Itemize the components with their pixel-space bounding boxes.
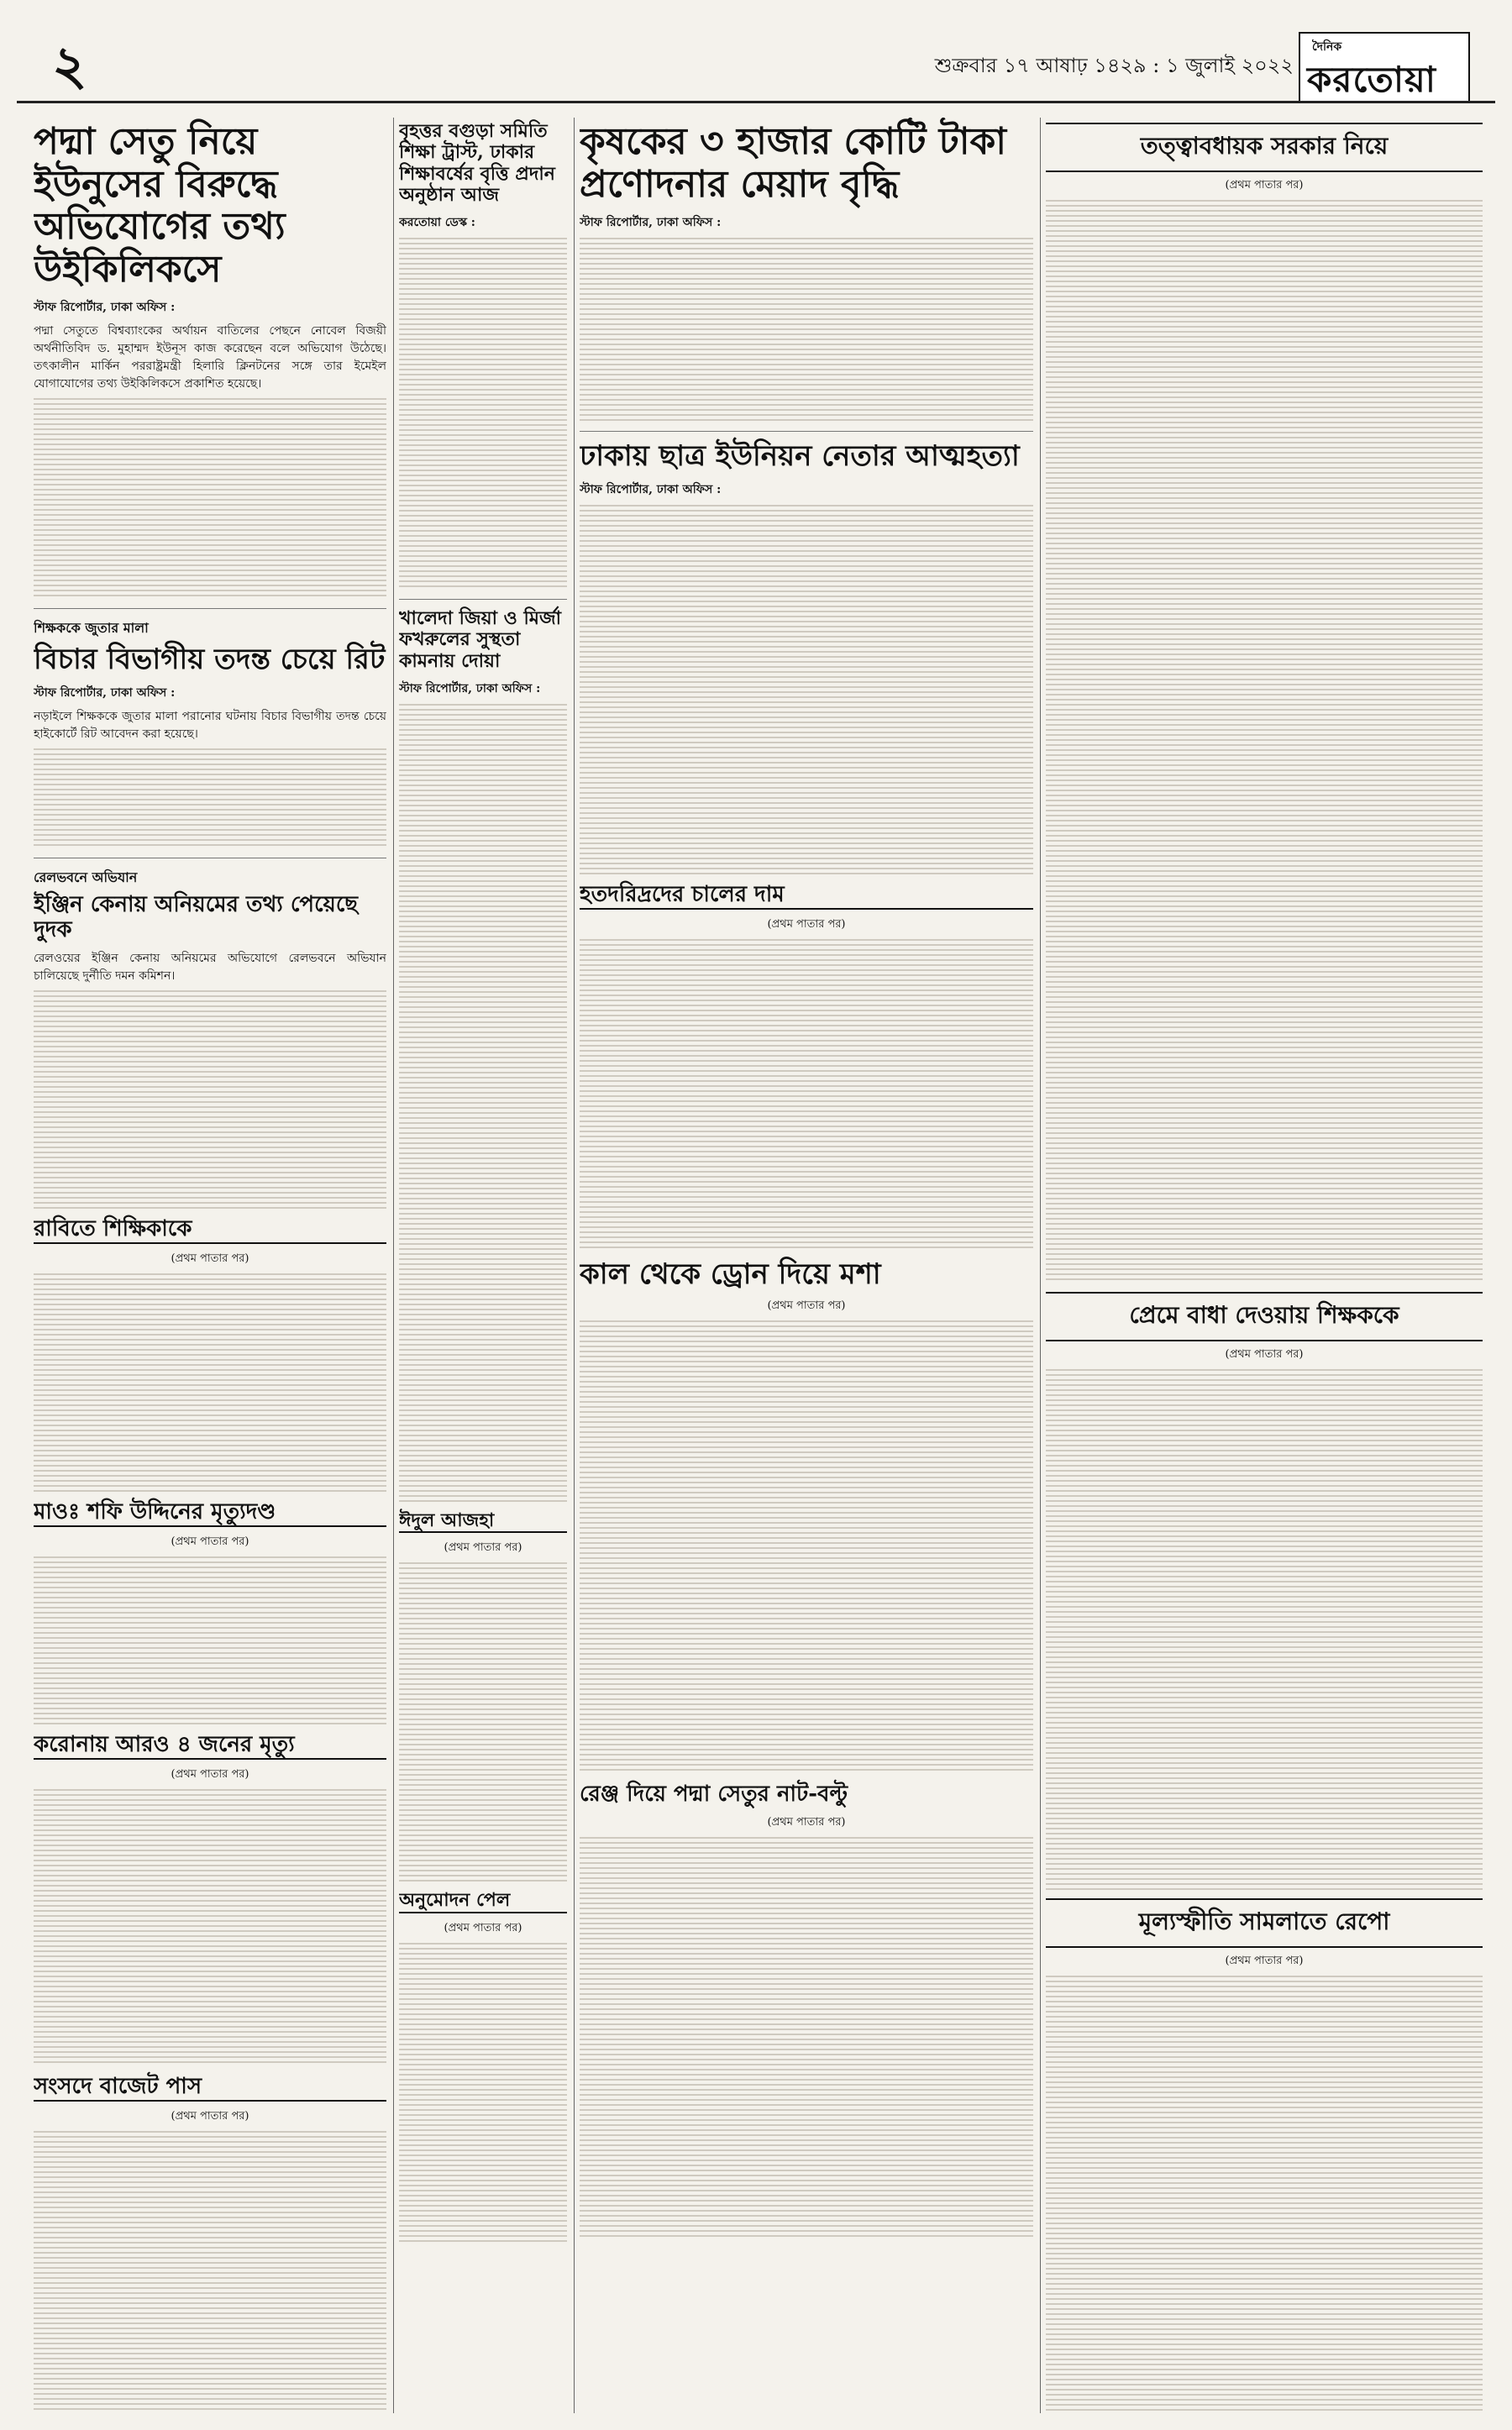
byline: করতোয়া ডেস্ক :	[399, 216, 475, 230]
column-4	[1046, 118, 1483, 2413]
continued-note: (প্রথম পাতার পর)	[767, 1299, 846, 1313]
column-divider	[393, 118, 394, 2413]
headline: প্রেমে বাধা দেওয়ায় শিক্ষককে	[1046, 1292, 1483, 1341]
page-header	[17, 8, 1495, 109]
kicker: রেলভবনে অভিযান	[34, 869, 138, 886]
headline: বিচার বিভাগীয় তদন্ত চেয়ে রিট	[34, 643, 386, 677]
byline: স্টাফ রিপোর্টার, ঢাকা অফিস :	[580, 216, 722, 230]
continued-note: (প্রথম পাতার পর)	[1225, 1955, 1304, 1967]
headline: রাবিতে শিক্ষিকাকে	[34, 1217, 386, 1244]
headline: সংসদে বাজেট পাস	[34, 2075, 386, 2102]
text-block	[1046, 200, 1483, 1283]
story-body: পদ্মা সেতুতে বিশ্বব্যাংকের অর্থায়ন বাতিলের পেছনে নোবেল বিজয়ী অর্থনীতিবিদ ড. মুহাম্মদ ইউনূস কাজ করেছেন বলে অভিযোগ উঠেছে। তৎকালীন মার্কিন পররাষ্ট্রমন্ত্রী হিলারি ক্লিনটনের সঙ্গে তার ইমেইল যোগাযোগের তথ্য উইকিলিকসে প্রকাশিত হয়েছে।	[34, 324, 386, 391]
column-divider	[1040, 118, 1041, 2413]
story-rail-engine	[34, 867, 386, 1209]
masthead-logo	[1299, 32, 1470, 102]
column-2	[399, 118, 567, 2413]
story-scholarship	[399, 121, 567, 590]
story-padma-yunus	[34, 121, 386, 600]
text-block	[580, 238, 1033, 422]
divider	[34, 608, 386, 609]
story-body: নড়াইলে শিক্ষককে জুতার মালা পরানোর ঘটনায় বিচার বিভাগীয় তদন্ত চেয়ে হাইকোর্টে রিট আবেদন করা হয়েছে।	[34, 710, 386, 742]
masthead-title: করতোয়া	[1307, 59, 1436, 100]
continued-note: (প্রথম পাতার পর)	[171, 1535, 249, 1549]
header-rule	[17, 101, 1495, 103]
headline: ঢাকায় ছাত্র ইউনিয়ন নেতার আত্মহত্যা	[580, 439, 1020, 474]
headline: ইঞ্জিন কেনায় অনিয়মের তথ্য পেয়েছে দুদক	[34, 892, 359, 943]
headline: বৃহত্তর বগুড়া সমিতি শিক্ষা ট্রাস্ট, ঢাকার শিক্ষাবর্ষের বৃত্তি প্রদান অনুষ্ঠান আজ	[399, 120, 555, 206]
byline: স্টাফ রিপোর্টার, ঢাকা অফিস :	[580, 483, 722, 497]
text-block	[399, 1943, 567, 2245]
text-block	[399, 1562, 567, 1882]
column-1	[34, 118, 386, 2413]
headline: মাওঃ শফি উদ্দিনের মৃত্যুদণ্ড	[34, 1500, 386, 1527]
headline: খালেদা জিয়া ও মির্জা ফখরুলের সুস্থতা কামনায় দোয়া	[399, 607, 562, 672]
masthead-small: দৈনিক	[1312, 40, 1342, 54]
headline: পদ্মা সেতু নিয়ে ইউনুসের বিরুদ্ধে অভিযোগের তথ্য উইকিলিকসে	[34, 120, 286, 291]
headline: তত্ত্বাবধায়ক সরকার নিয়ে	[1046, 123, 1483, 172]
story-budget	[34, 2075, 386, 2413]
story-writ	[34, 617, 386, 849]
dateline: শুক্রবার ১৭ আষাঢ় ১৪২৯ : ১ জুলাই ২০২২	[934, 54, 1294, 77]
text-block	[399, 238, 567, 590]
kicker: শিক্ষককে জুতার মালা	[34, 620, 149, 637]
text-block	[34, 990, 386, 1209]
text-block	[34, 2131, 386, 2413]
story-padma-nuts	[580, 1782, 1033, 2240]
text-block	[580, 505, 1033, 874]
byline: স্টাফ রিপোর্টার, ঢাকা অফিস :	[399, 682, 541, 696]
continued-note: (প্রথম পাতার পর)	[767, 1816, 846, 1829]
headline: রেঞ্জ দিয়ে পদ্মা সেতুর নাট-বল্টু	[580, 1782, 848, 1808]
story-repo	[1046, 1898, 1483, 2413]
story-teacher-love	[1046, 1292, 1483, 1890]
text-block	[399, 704, 567, 1502]
story-approval	[399, 1890, 567, 2244]
story-body: রেলওয়ের ইঞ্জিন কেনায় অনিয়মের অভিযোগে রেলভবনে অভিযান চালিয়েছে দুর্নীতি দমন কমিশন।	[34, 952, 386, 984]
continued-note: (প্রথম পাতার পর)	[171, 2109, 249, 2123]
text-block	[580, 1837, 1033, 2240]
text-block	[1046, 1976, 1483, 2413]
text-block	[580, 1320, 1033, 1774]
story-doa	[399, 608, 567, 1502]
story-rabi	[34, 1217, 386, 1492]
headline: কাল থেকে ড্রোন দিয়ে মশা	[580, 1257, 881, 1292]
column-3	[580, 118, 1033, 2413]
continued-note: (প্রথম পাতার পর)	[1225, 179, 1304, 192]
headline: অনুমোদন পেল	[399, 1890, 567, 1913]
text-block	[34, 1556, 386, 1724]
continued-note: (প্রথম পাতার পর)	[767, 918, 846, 932]
text-block	[34, 1273, 386, 1492]
headline: কৃষকের ৩ হাজার কোটি টাকা প্রণোদনার মেয়াদ বৃদ্ধি	[580, 120, 1007, 206]
divider	[399, 599, 567, 600]
continued-note: (প্রথম পাতার পর)	[171, 1767, 249, 1781]
text-block	[34, 398, 386, 600]
text-block	[580, 939, 1033, 1250]
byline: স্টাফ রিপোর্টার, ঢাকা অফিস :	[34, 686, 176, 701]
continued-note: (প্রথম পাতার পর)	[171, 1252, 249, 1266]
divider	[580, 431, 1033, 432]
headline: ঈদুল আজহা	[399, 1510, 567, 1533]
story-rice-price	[580, 883, 1033, 1250]
text-block	[1046, 1369, 1483, 1890]
story-caretaker	[1046, 123, 1483, 1283]
headline: হতদরিদ্রদের চালের দাম	[580, 883, 1033, 910]
text-block	[34, 748, 386, 849]
story-shafi	[34, 1500, 386, 1724]
column-divider	[574, 118, 575, 2413]
story-drone-mosquito	[580, 1258, 1033, 1774]
story-student-suicide	[580, 440, 1033, 874]
headline: করোনায় আরও ৪ জনের মৃত্যু	[34, 1733, 386, 1760]
story-eid	[399, 1510, 567, 1882]
text-block	[34, 1789, 386, 2066]
continued-note: (প্রথম পাতার পর)	[1225, 1348, 1304, 1361]
continued-note: (প্রথম পাতার পর)	[444, 1921, 522, 1934]
headline: মূল্যস্ফীতি সামলাতে রেপো	[1046, 1898, 1483, 1948]
page-number: ২	[52, 34, 87, 97]
story-farmers	[580, 121, 1033, 422]
byline: স্টাফ রিপোর্টার, ঢাকা অফিস :	[34, 301, 176, 315]
story-corona	[34, 1733, 386, 2066]
continued-note: (প্রথম পাতার পর)	[444, 1541, 522, 1555]
